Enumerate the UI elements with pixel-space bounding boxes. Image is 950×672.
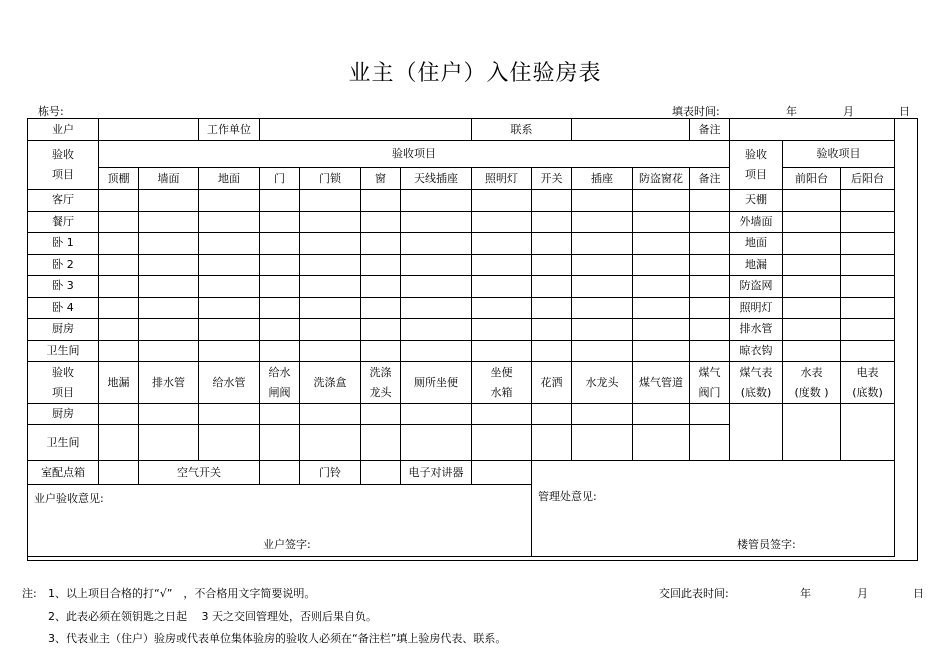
section2-column-header: 地漏 (99, 362, 139, 404)
check-cell[interactable] (99, 254, 139, 276)
room-label: 卧 2 (28, 254, 99, 276)
contact-field[interactable] (572, 119, 690, 141)
check-cell[interactable] (572, 233, 633, 255)
check-cell[interactable] (572, 211, 633, 233)
check-cell[interactable] (532, 340, 572, 362)
room-label: 厨房 (28, 319, 99, 341)
check-cell[interactable] (532, 404, 572, 425)
check-cell[interactable] (300, 297, 361, 319)
check-cell[interactable] (633, 211, 690, 233)
check-cell[interactable] (532, 211, 572, 233)
check-cell[interactable] (300, 340, 361, 362)
check-cell[interactable] (532, 319, 572, 341)
ac-switch-label: 空气开关 (139, 461, 260, 485)
section2-column-header: 排水管 (139, 362, 199, 404)
check-cell[interactable] (401, 340, 472, 362)
check-cell[interactable] (139, 254, 199, 276)
check-cell[interactable] (690, 297, 730, 319)
page-title: 业主（住户）入住验房表 (348, 61, 602, 86)
section1-group-header: 验收项目 (99, 141, 730, 168)
check-cell[interactable] (633, 425, 690, 461)
check-cell[interactable] (99, 211, 139, 233)
room-label: 卧 4 (28, 297, 99, 319)
check-cell[interactable] (99, 425, 139, 461)
fill-month-label: 月 (843, 105, 854, 118)
back-balcony-cell[interactable] (841, 233, 895, 255)
check-cell[interactable] (472, 319, 532, 341)
section2-column-header: 洗涤盒 (300, 362, 361, 404)
check-cell[interactable] (401, 211, 472, 233)
section2-column-header: 花洒 (532, 362, 572, 404)
table-row (28, 319, 895, 341)
fill-year-label: 年 (786, 105, 797, 118)
section1-column-header: 天线插座 (401, 168, 472, 190)
check-cell[interactable] (99, 190, 139, 212)
check-cell[interactable] (690, 190, 730, 212)
check-cell[interactable] (361, 211, 401, 233)
check-cell[interactable] (532, 233, 572, 255)
front-balcony-cell[interactable] (783, 211, 841, 233)
check-cell[interactable] (361, 297, 401, 319)
check-cell[interactable] (361, 233, 401, 255)
check-cell[interactable] (139, 425, 199, 461)
check-cell[interactable] (361, 276, 401, 298)
ac-switch-field[interactable] (260, 461, 300, 485)
check-cell[interactable] (633, 276, 690, 298)
check-cell[interactable] (572, 319, 633, 341)
check-cell[interactable] (633, 340, 690, 362)
table-row (28, 190, 895, 212)
check-cell[interactable] (572, 425, 633, 461)
owner-field[interactable] (99, 119, 199, 141)
meter-reading-cell[interactable] (730, 404, 783, 461)
section1-right-column-header: 后阳台 (841, 168, 895, 190)
section2-column-header: 给水 闸阀 (260, 362, 300, 404)
room-label: 餐厅 (28, 211, 99, 233)
check-cell[interactable] (260, 276, 300, 298)
check-cell[interactable] (199, 190, 260, 212)
meter-header: 水表 (度数 ) (783, 362, 841, 404)
section2-column-header: 煤气管道 (633, 362, 690, 404)
check-cell[interactable] (300, 190, 361, 212)
section2-column-header: 煤气 阀门 (690, 362, 730, 404)
check-cell[interactable] (260, 319, 300, 341)
table-row (28, 276, 895, 298)
balcony-item-label: 地面 (730, 233, 783, 255)
check-cell[interactable] (572, 276, 633, 298)
owner-opinion-label: 业户验收意见: (34, 492, 104, 505)
section2-column-header: 坐便 水箱 (472, 362, 532, 404)
section1-column-header: 备注 (690, 168, 730, 190)
intercom-field[interactable] (472, 461, 532, 485)
check-cell[interactable] (300, 233, 361, 255)
front-balcony-cell[interactable] (783, 254, 841, 276)
work-unit-label: 工作单位 (199, 119, 260, 141)
check-cell[interactable] (401, 190, 472, 212)
section1-left-header: 验收 项目 (28, 141, 99, 190)
front-balcony-cell[interactable] (783, 276, 841, 298)
manager-sign-label: 楼管员签字: (737, 538, 796, 551)
check-cell[interactable] (572, 340, 633, 362)
check-cell[interactable] (99, 404, 139, 425)
check-cell[interactable] (139, 233, 199, 255)
work-unit-field[interactable] (260, 119, 472, 141)
box-label: 室配点箱 (28, 461, 99, 485)
check-cell[interactable] (361, 340, 401, 362)
room-label: 卫生间 (28, 340, 99, 362)
check-cell[interactable] (260, 340, 300, 362)
inspection-table (27, 118, 895, 557)
meter-header: 电表 (底数) (841, 362, 895, 404)
check-cell[interactable] (690, 233, 730, 255)
remark-label: 备注 (690, 119, 730, 141)
check-cell[interactable] (472, 254, 532, 276)
front-balcony-cell[interactable] (783, 340, 841, 362)
check-cell[interactable] (199, 211, 260, 233)
check-cell[interactable] (472, 233, 532, 255)
front-balcony-cell[interactable] (783, 319, 841, 341)
meter-header: 煤气表 (底数) (730, 362, 783, 404)
check-cell[interactable] (690, 425, 730, 461)
check-cell[interactable] (472, 276, 532, 298)
back-balcony-cell[interactable] (841, 276, 895, 298)
check-cell[interactable] (260, 297, 300, 319)
check-cell[interactable] (199, 340, 260, 362)
check-cell[interactable] (532, 254, 572, 276)
check-cell[interactable] (260, 425, 300, 461)
check-cell[interactable] (633, 233, 690, 255)
back-balcony-cell[interactable] (841, 297, 895, 319)
section1-right-header: 验收 项目 (730, 141, 783, 190)
check-cell[interactable] (99, 276, 139, 298)
check-cell[interactable] (690, 254, 730, 276)
front-balcony-cell[interactable] (783, 190, 841, 212)
check-cell[interactable] (401, 297, 472, 319)
check-cell[interactable] (401, 404, 472, 425)
section2-column-header: 水龙头 (572, 362, 633, 404)
check-cell[interactable] (633, 254, 690, 276)
check-cell[interactable] (361, 425, 401, 461)
check-cell[interactable] (472, 340, 532, 362)
check-cell[interactable] (472, 297, 532, 319)
mgmt-opinion-box[interactable] (532, 461, 895, 557)
fill-time-label: 填表时间: (672, 105, 720, 118)
check-cell[interactable] (139, 404, 199, 425)
return-year-label: 年 (800, 587, 811, 600)
check-cell[interactable] (532, 425, 572, 461)
check-cell[interactable] (401, 319, 472, 341)
check-cell[interactable] (260, 190, 300, 212)
check-cell[interactable] (300, 254, 361, 276)
return-day-label: 日 (913, 587, 924, 600)
room-label: 卫生间 (28, 425, 99, 461)
check-cell[interactable] (472, 404, 532, 425)
section1-column-header: 门锁 (300, 168, 361, 190)
check-cell[interactable] (139, 340, 199, 362)
balcony-item-label: 照明灯 (730, 297, 783, 319)
notes-label: 注: (22, 587, 37, 600)
check-cell[interactable] (361, 319, 401, 341)
section1-column-header: 插座 (572, 168, 633, 190)
check-cell[interactable] (199, 297, 260, 319)
section2-left-header: 验收 项目 (28, 362, 99, 404)
return-time-label: 交回此表时间: (659, 587, 729, 600)
balcony-item-label: 地漏 (730, 254, 783, 276)
balcony-item-label: 外墙面 (730, 211, 783, 233)
room-label: 卧 3 (28, 276, 99, 298)
check-cell[interactable] (361, 404, 401, 425)
check-cell[interactable] (199, 425, 260, 461)
back-balcony-cell[interactable] (841, 190, 895, 212)
doorbell-label: 门铃 (300, 461, 361, 485)
note-line-1: 1、以上项目合格的打“√” ，不合格用文字简要说明。 (48, 587, 316, 600)
note-line-2: 2、此表必须在领钥匙之日起 3 天之交回管理处，否则后果自负。 (48, 610, 377, 623)
building-label: 栋号: (38, 105, 64, 118)
check-cell[interactable] (139, 297, 199, 319)
section2-column-header: 洗涤 龙头 (361, 362, 401, 404)
check-cell[interactable] (99, 319, 139, 341)
meter-reading-cell[interactable] (841, 404, 895, 461)
check-cell[interactable] (690, 319, 730, 341)
mgmt-opinion-label: 管理处意见: (538, 490, 597, 503)
section1-column-header: 照明灯 (472, 168, 532, 190)
balcony-item-label: 防盗网 (730, 276, 783, 298)
check-cell[interactable] (690, 340, 730, 362)
table-row (28, 233, 895, 255)
check-cell[interactable] (401, 425, 472, 461)
section1-column-header: 地面 (199, 168, 260, 190)
check-cell[interactable] (532, 297, 572, 319)
section1-column-header: 窗 (361, 168, 401, 190)
section2-column-header: 给水管 (199, 362, 260, 404)
room-label: 厨房 (28, 404, 99, 425)
section1-column-header: 开关 (532, 168, 572, 190)
check-cell[interactable] (690, 276, 730, 298)
check-cell[interactable] (300, 211, 361, 233)
check-cell[interactable] (690, 211, 730, 233)
check-cell[interactable] (633, 404, 690, 425)
check-cell[interactable] (572, 254, 633, 276)
check-cell[interactable] (139, 276, 199, 298)
section1-column-header: 防盗窗花 (633, 168, 690, 190)
return-month-label: 月 (857, 587, 868, 600)
owner-sign-label: 业户签字: (263, 538, 311, 551)
check-cell[interactable] (472, 190, 532, 212)
table-row (28, 340, 895, 362)
room-label: 客厅 (28, 190, 99, 212)
note-line-3: 3、代表业主（住户）验房或代表单位集体验房的验收人必须在“备注栏”填上验房代表、联系。 (48, 632, 507, 645)
contact-label: 联系 (472, 119, 572, 141)
box-field[interactable] (99, 461, 139, 485)
fill-day-label: 日 (899, 105, 910, 118)
back-balcony-cell[interactable] (841, 211, 895, 233)
check-cell[interactable] (572, 190, 633, 212)
check-cell[interactable] (472, 425, 532, 461)
section1-right-column-header: 前阳台 (783, 168, 841, 190)
check-cell[interactable] (300, 404, 361, 425)
check-cell[interactable] (260, 254, 300, 276)
remark-field[interactable] (730, 119, 895, 141)
check-cell[interactable] (260, 211, 300, 233)
section1-column-header: 顶棚 (99, 168, 139, 190)
check-cell[interactable] (690, 404, 730, 425)
meter-reading-cell[interactable] (783, 404, 841, 461)
check-cell[interactable] (401, 276, 472, 298)
check-cell[interactable] (199, 404, 260, 425)
front-balcony-cell[interactable] (783, 297, 841, 319)
check-cell[interactable] (401, 254, 472, 276)
front-balcony-cell[interactable] (783, 233, 841, 255)
check-cell[interactable] (139, 211, 199, 233)
back-balcony-cell[interactable] (841, 340, 895, 362)
table-row (28, 211, 895, 233)
check-cell[interactable] (532, 190, 572, 212)
check-cell[interactable] (633, 297, 690, 319)
check-cell[interactable] (139, 319, 199, 341)
section2-column-header: 厕所坐便 (401, 362, 472, 404)
balcony-item-label: 排水管 (730, 319, 783, 341)
check-cell[interactable] (572, 404, 633, 425)
check-cell[interactable] (572, 297, 633, 319)
room-label: 卧 1 (28, 233, 99, 255)
owner-label: 业户 (28, 119, 99, 141)
check-cell[interactable] (300, 425, 361, 461)
check-cell[interactable] (633, 319, 690, 341)
balcony-item-label: 晾衣钩 (730, 340, 783, 362)
check-cell[interactable] (199, 319, 260, 341)
back-balcony-cell[interactable] (841, 254, 895, 276)
section1-column-header: 墙面 (139, 168, 199, 190)
check-cell[interactable] (139, 190, 199, 212)
table-row (28, 297, 895, 319)
check-cell[interactable] (199, 254, 260, 276)
section1-column-header: 门 (260, 168, 300, 190)
check-cell[interactable] (472, 211, 532, 233)
section1-right-group-header: 验收项目 (783, 141, 895, 168)
back-balcony-cell[interactable] (841, 319, 895, 341)
check-cell[interactable] (99, 340, 139, 362)
check-cell[interactable] (199, 276, 260, 298)
check-cell[interactable] (633, 190, 690, 212)
check-cell[interactable] (260, 233, 300, 255)
check-cell[interactable] (260, 404, 300, 425)
check-cell[interactable] (401, 233, 472, 255)
check-cell[interactable] (361, 254, 401, 276)
doorbell-field[interactable] (361, 461, 401, 485)
check-cell[interactable] (99, 297, 139, 319)
table-row (28, 254, 895, 276)
check-cell[interactable] (99, 233, 139, 255)
owner-opinion-box[interactable] (28, 485, 532, 557)
balcony-item-label: 天棚 (730, 190, 783, 212)
check-cell[interactable] (300, 276, 361, 298)
check-cell[interactable] (361, 190, 401, 212)
check-cell[interactable] (300, 319, 361, 341)
intercom-label: 电子对讲器 (401, 461, 472, 485)
check-cell[interactable] (199, 233, 260, 255)
check-cell[interactable] (532, 276, 572, 298)
